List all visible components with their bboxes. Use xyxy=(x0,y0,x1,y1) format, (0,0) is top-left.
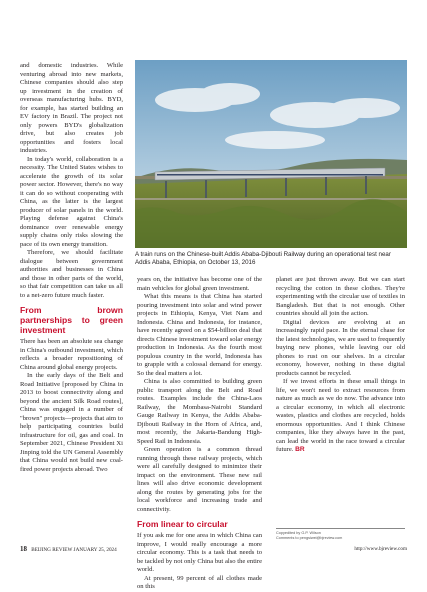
article-column-3 xyxy=(276,276,405,455)
train-photo-illustration xyxy=(135,60,407,248)
paragraph: years on, the initiative has become one of the main vehicles for global green investment. xyxy=(137,276,262,292)
article-column-1 xyxy=(20,62,123,474)
paragraph: There has been an absolute sea change in China's outbound investment, which reflects a broader repositioning of China around global energy projects. xyxy=(20,338,123,371)
publication-name: BEIJING REVIEW JANUARY 25, 2024 xyxy=(31,547,117,553)
page-footer xyxy=(20,545,407,555)
paragraph xyxy=(276,378,405,455)
paragraph: Green operation is a common thread running through these railway projects, which were all carefully designed to minimize their impact on the environment. These new rail lines will also drive economic development along the routes by generating jobs for the local workforce and increasing trade and connectivity. xyxy=(137,446,262,513)
paragraph: Therefore, we should facilitate dialogue between government authorities and businesses in China and those in other parts of the world, so that fair competition can take us all to a net-zero future much faster. xyxy=(20,249,123,299)
section-heading: From linear to circular xyxy=(137,519,228,529)
paragraph: What this means is that China has started pouring investment into solar and wind power projects in Ethiopia, Kenya, Viet Nam and Indonesia. China and Indonesia, for instance, have recently agreed on a $54-billion deal that directs Chinese investment toward solar energy production in Indonesia. As the fourth most populous country in the world, Indonesia has to grapple with a colossal demand for energy. So the deal matters a lot. xyxy=(137,293,262,377)
page-number: 18 xyxy=(20,545,27,553)
paragraph-text: If we invest efforts in these small things in life, we won't need to extract resources from nature as much as we do now. The advance into a circular economy, in which all electronic wastes, plastics and clothes are recycled, holds enormous opportunities. And I think Chinese companies, like they always have in the past, can lead the world in the race toward a circular future. xyxy=(276,378,405,453)
train-photo xyxy=(135,60,407,248)
end-mark: BR xyxy=(295,446,305,453)
copyedit-line: Copyedited by G.P. Wilson xyxy=(276,531,321,535)
paragraph: Digital devices are evolving at an increasingly rapid pace. In the eternal chase for the latest technologies, we are used to frequently buying new phones, while leaving our old phones to rust on our shelves. In a circular economy, however, nothing in these digital products cannot be recycled. xyxy=(276,318,405,377)
photo-caption: A train runs on the Chinese-built Addis Ababa-Djibouti Railway during an operational test near Addis Ababa, Ethiopia, on October 13, 2016 xyxy=(135,251,391,266)
paragraph: planet are just thrown away. But we can start recycling the cotton in these clothes. They're experimenting with the circular use of textiles in Bangladesh. But that is not enough. Other countries should all join the action. xyxy=(276,276,405,317)
paragraph: If you ask me for one area in which China can improve, I would really encourage a more circular economy. This is a task that needs to be tackled by not only China but also the entire world. xyxy=(137,532,262,573)
paragraph: In the early days of the Belt and Road Initiative [proposed by China in 2013 to boost connectivity along and beyond the ancient Silk Road routes], China was engaged in a number of "brown" projects—projects that aim to help participating countries build infrastructure for oil, gas and coal. In September 2021, Chinese President Xi Jinping told the UN General Assembly that China would not build new coal-fired power projects abroad. Two xyxy=(20,372,123,473)
comments-email: Comments to pengsiwei@bjreview.com xyxy=(276,536,343,540)
website-link[interactable]: http://www.bjreview.com xyxy=(354,546,407,552)
paragraph: At present, 99 percent of all clothes made on this xyxy=(137,574,262,590)
paragraph: China is also committed to building green public transport along the Belt and Road routes. Examples include the China-Laos Railway, the Mombasa-Nairobi Standard Gauge Railway in Kenya, the Addis Ababa-Djibouti Railway in the Horn of Africa, and, most recently, the Jakarta-Bandung High-Speed Rail in Indonesia. xyxy=(137,378,262,445)
paragraph: In today's world, collaboration is a necessity. The United States wishes to accelerate the growth of its solar power sector. However, there's no way it can do so without cooperating with China, as the latter is the largest producer of solar panels in the world. Playing defense against China's dominance over renewable energy supply chains only risks slowing the pace of its own energy transition. xyxy=(20,155,123,248)
copyedit-note xyxy=(276,528,405,541)
section-heading: From brown partnerships to green investment xyxy=(20,305,123,335)
paragraph: and domestic industries. While venturing abroad into new markets, Chinese companies should also step up investment in the creation of overseas manufacturing hubs. BYD, for example, has started building an EV factory in Brazil. The project not only powers BYD's globalization drive, but also creates job opportunities and fosters local industries. xyxy=(20,62,123,154)
